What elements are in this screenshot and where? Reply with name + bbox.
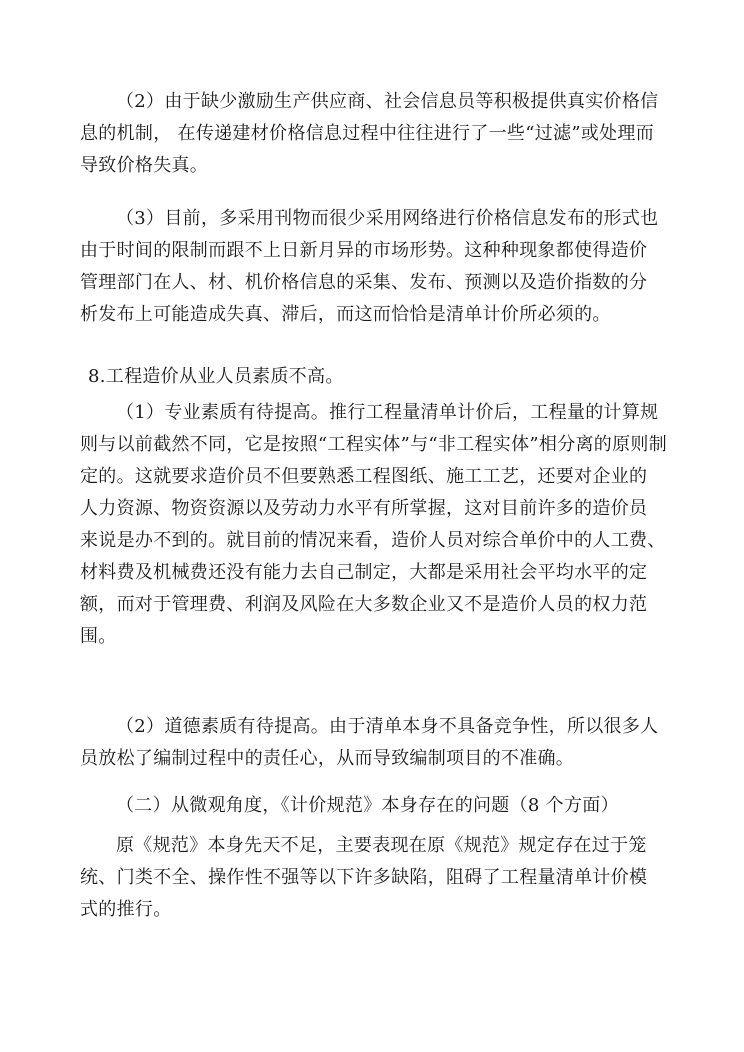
- text-line: 统、门类不全、操作性不强等以下许多缺陷，阻碍了工程量清单计价模: [80, 867, 648, 888]
- text-line: 额，而对于管理费、利润及风险在大多数企业又不是造价人员的权力范: [80, 594, 648, 615]
- text-line: （3）目前，多采用刊物而很少采用网络进行价格信息发布的形式也: [116, 208, 659, 229]
- text-line: 式的推行。: [80, 899, 172, 920]
- text-line: 围。: [80, 626, 117, 647]
- text-line: 定的。这就要求造价员不但要熟悉工程图纸、施工工艺，还要对企业的: [80, 466, 648, 487]
- heading-text: 8.工程造价从业人员素质不高。: [88, 366, 344, 387]
- text-line: 员放松了编制过程中的责任心，从而导致编制项目的不准确。: [80, 748, 575, 769]
- text-line: 材料费及机械费还没有能力去自己制定，大都是采用社会平均水平的定: [80, 562, 648, 583]
- paragraph-original-spec: [80, 830, 680, 926]
- section-heading-2: [80, 790, 680, 822]
- text-line: 原《规范》本身先天不足，主要表现在原《规范》规定存在过于笼: [116, 835, 647, 856]
- text-line: 导致价格失真。: [80, 155, 209, 176]
- text-line: 则与以前截然不同，它是按照“工程实体”与“非工程实体”相分离的原则制: [80, 434, 668, 455]
- text-line: （1）专业素质有待提高。推行工程量清单计价后，工程量的计算规: [116, 402, 659, 423]
- text-line: 息的机制， 在传递建材价格信息过程中往往进行了一些“过滤”或处理而: [80, 123, 655, 144]
- paragraph-incentive-mechanism: [80, 86, 680, 182]
- text-line: 析发布上可能造成失真、滞后，而这而恰恰是清单计价所必须的。: [80, 304, 611, 325]
- text-line: 管理部门在人、材、机价格信息的采集、发布、预测以及造价指数的分: [80, 272, 648, 293]
- paragraph-ethics: [80, 711, 680, 775]
- heading-text: （二）从微观角度，《计价规范》本身存在的问题（8 个方面）: [116, 795, 619, 816]
- paragraph-publication-form: [80, 203, 680, 331]
- text-line: 人力资源、物资资源以及劳动力水平有所掌握，这对目前许多的造价员: [80, 498, 648, 519]
- text-line: 来说是办不到的。就目前的情况来看，造价人员对综合单价中的人工费、: [80, 530, 666, 551]
- paragraph-professional-quality: [80, 397, 680, 653]
- section-heading-8: [88, 361, 688, 393]
- text-line: 由于时间的限制而跟不上日新月异的市场形势。这种种现象都使得造价: [80, 240, 648, 261]
- text-line: （2）由于缺少激励生产供应商、社会信息员等积极提供真实价格信: [116, 91, 659, 112]
- text-line: （2）道德素质有待提高。由于清单本身不具备竞争性，所以很多人: [116, 716, 659, 737]
